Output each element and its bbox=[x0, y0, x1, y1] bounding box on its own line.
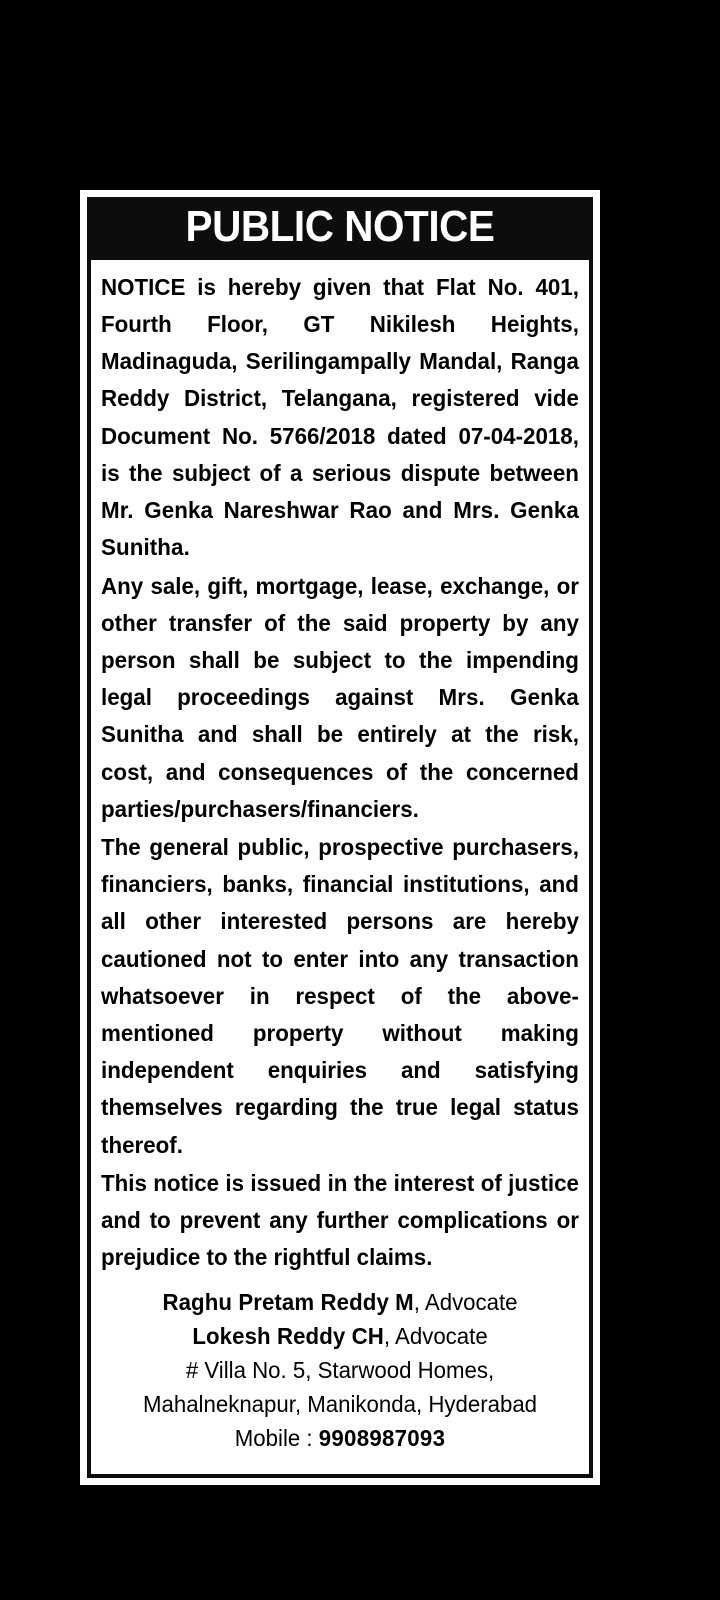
advocate-1-line bbox=[113, 1286, 567, 1320]
notice-card-inner-frame bbox=[87, 197, 593, 1478]
advocate-2-name: Lokesh Reddy CH bbox=[192, 1323, 384, 1350]
advocate-1-name: Raghu Pretam Reddy M bbox=[162, 1289, 414, 1316]
paragraph-property-details bbox=[101, 269, 579, 567]
address-line-1: # Villa No. 5, Starwood Homes, bbox=[185, 1357, 495, 1384]
mobile-number: 9908987093 bbox=[318, 1425, 446, 1452]
advocate-2-role: , Advocate bbox=[383, 1323, 488, 1350]
paragraph-public-caution: The general public, prospective purchasers, financiers, banks, financial institutions, and all other interested persons are hereby cautioned not to enter into any transaction whatsoever in respect of the above-mentioned property without making independent enquiries and satisfying themselves regarding the true legal status thereof. bbox=[101, 833, 579, 1158]
notice-body bbox=[91, 260, 589, 1474]
address-line-2: Mahalneknapur, Manikonda, Hyderabad bbox=[142, 1391, 538, 1418]
paragraph-1-party-names: Mr. Genka Nareshwar Rao and Mrs. Genka Sunitha. bbox=[101, 497, 579, 561]
signature-block bbox=[101, 1286, 579, 1456]
paragraph-transfer-warning bbox=[101, 568, 579, 828]
public-notice-card bbox=[80, 190, 600, 1485]
paragraph-1-text: NOTICE is hereby given that Flat No. 401, Fourth Floor, GT Nikilesh Heights, Madinaguda, Serilingampally Mandal, Ranga Reddy District, Telangana, registered vide Document No. 5766/2018 dated 07-04-2018, is the subject of a serious dispute between bbox=[101, 273, 579, 486]
advocate-2-line bbox=[113, 1320, 567, 1354]
mobile-line bbox=[113, 1422, 567, 1456]
advocate-1-role: , Advocate bbox=[413, 1289, 518, 1316]
page-title: PUBLIC NOTICE bbox=[185, 202, 495, 251]
paragraph-2-text-a: Any sale, gift, mortgage, lease, exchange, or other transfer of the said property by any person shall be subject to the impending legal proceedings against bbox=[101, 572, 579, 711]
notice-header-band bbox=[91, 201, 589, 260]
paragraph-2-party-name: Mrs. Genka Sunitha bbox=[101, 684, 579, 748]
paragraph-2-text-b: and shall be entirely at the risk, cost, and consequences of the concerned parties/purchasers/financiers. bbox=[101, 721, 579, 822]
paragraph-closing-statement: This notice is issued in the interest of justice and to prevent any further complications or prejudice to the rightful claims. bbox=[101, 1169, 579, 1271]
mobile-label: Mobile : bbox=[234, 1425, 319, 1452]
